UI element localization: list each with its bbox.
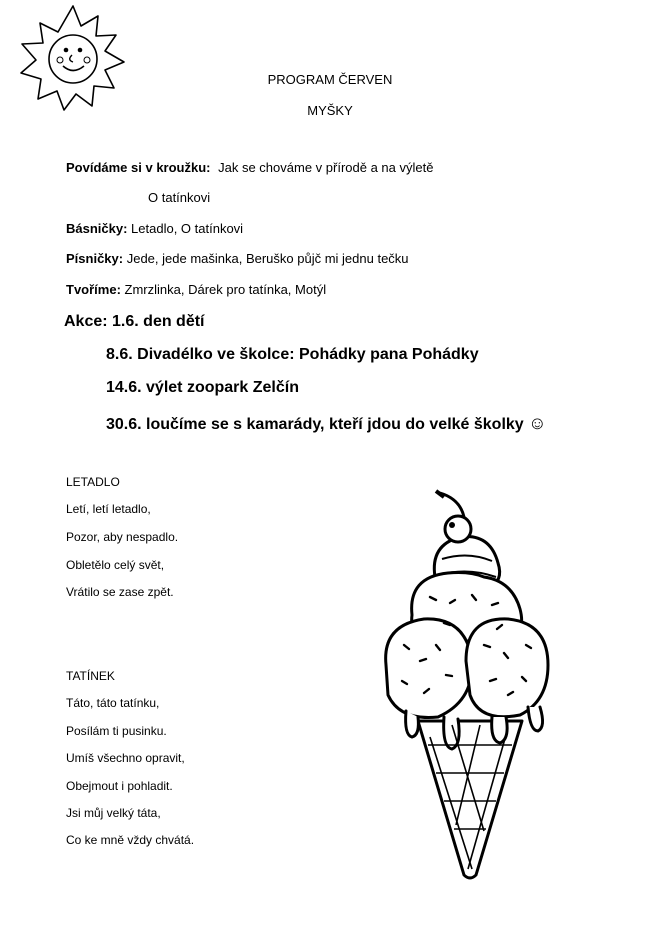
tvorime-text: Zmrzlinka, Dárek pro tatínka, Motýl bbox=[124, 282, 327, 297]
smiley-icon: ☺ bbox=[528, 413, 547, 433]
poem-title: LETADLO bbox=[66, 475, 120, 489]
basnicky-text: Letadlo, O tatínkovi bbox=[131, 221, 244, 236]
basnicky-label: Básničky: bbox=[66, 221, 128, 236]
povidame-text-2: O tatínkovi bbox=[148, 190, 211, 205]
tvorime-label: Tvoříme: bbox=[66, 282, 121, 297]
poem-line: Co ke mně vždy chvátá. bbox=[66, 833, 195, 847]
sun-icon bbox=[10, 2, 130, 112]
poem-line: Obejmout i pohladit. bbox=[66, 779, 173, 793]
page-title: PROGRAM ČERVEN bbox=[267, 72, 393, 87]
povidame-label: Povídáme si v kroužku: bbox=[66, 160, 211, 175]
poem-line: Letí, letí letadlo, bbox=[66, 502, 151, 516]
tvorime-row bbox=[66, 282, 326, 297]
poem-line: Obletělo celý svět, bbox=[66, 558, 165, 572]
akce-label: Akce: bbox=[64, 313, 108, 330]
povidame-text: Jak se chováme v přírodě a na výletě bbox=[218, 160, 434, 175]
pisnicky-label: Písničky: bbox=[66, 251, 124, 266]
poem-line: Posílám ti pusinku. bbox=[66, 724, 167, 738]
basnicky-row bbox=[66, 221, 243, 236]
page-subtitle: MYŠKY bbox=[307, 103, 353, 118]
akce-item: 30.6. loučíme se s kamarády, kteří jdou do velké školky bbox=[106, 416, 524, 433]
pisnicky-text: Jede, jede mašinka, Beruško půjč mi jednu tečku bbox=[126, 251, 409, 266]
poem-line: Táto, táto tatínku, bbox=[66, 696, 160, 710]
akce-item: 1.6. den dětí bbox=[112, 313, 205, 330]
poem-line: Vrátilo se zase zpět. bbox=[66, 585, 174, 599]
akce-item: 8.6. Divadélko ve školce: Pohádky pana Pohádky bbox=[106, 346, 479, 363]
akce-item-last bbox=[106, 413, 547, 434]
poem-line: Jsi můj velký táta, bbox=[66, 806, 161, 820]
ice-cream-icon bbox=[380, 485, 560, 885]
poem-title: TATÍNEK bbox=[66, 669, 115, 683]
pisnicky-row bbox=[66, 251, 409, 266]
povidame-row bbox=[66, 160, 433, 175]
poem-line: Umíš všechno opravit, bbox=[66, 751, 185, 765]
akce-item: 14.6. výlet zoopark Zelčín bbox=[106, 379, 299, 396]
akce-row bbox=[64, 313, 205, 331]
poem-line: Pozor, aby nespadlo. bbox=[66, 530, 179, 544]
